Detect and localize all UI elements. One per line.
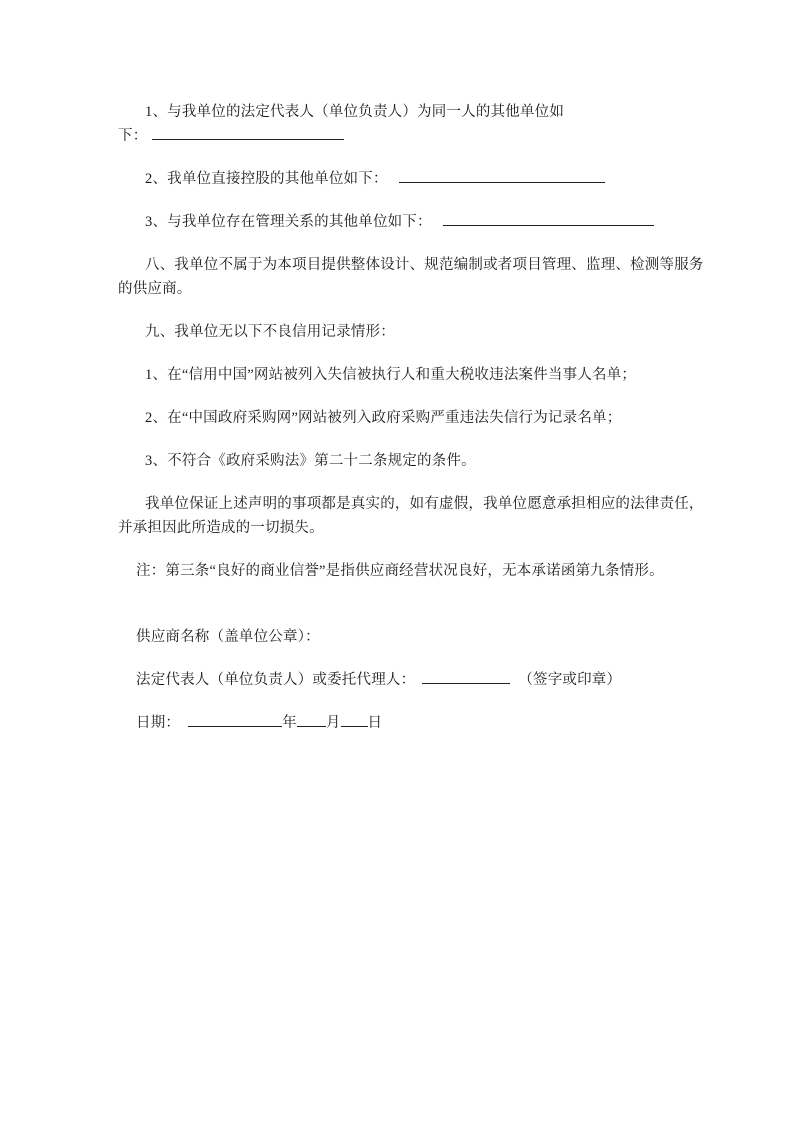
text-run: 1、在“信用中国”网站被列入失信被执行人和重大税收违法案件当事人名单； [145,367,637,383]
text-run: 法定代表人（单位负责人）或委托代理人： [136,672,416,688]
text-line [118,167,681,191]
text-run: 九、我单位无以下不良信用记录情形： [145,324,395,340]
text-run: 下： [118,128,148,144]
document-body [118,100,704,735]
credit-item-1-credit-china-list [118,363,681,387]
credit-item-2-ccgp-violation-list [118,406,681,430]
guarantee-statement [118,492,704,540]
text-run: 1、与我单位的法定代表人（单位负责人）为同一人的其他单位如 [145,104,565,120]
text-run: 供应商名称（盖单位公章）： [136,629,320,645]
fill-in-blank [399,170,605,183]
fill-in-blank [152,127,344,140]
text-line [118,711,681,735]
text-line [118,625,681,649]
text-run: 并承担因此所造成的一切损失。 [118,520,324,536]
fill-in-blank [443,213,654,226]
text-line [118,668,681,692]
text-run: 八、我单位不属于为本项目提供整体设计、规范编制或者项目管理、监理、检测等服务 [145,257,704,273]
text-run: 3、不符合《政府采购法》第二十二条规定的条件。 [145,453,476,469]
item-1-same-legal-representative [118,100,681,148]
text-run: 2、在“中国政府采购网”网站被列入政府采购严重违法失信行为记录名单； [145,410,622,426]
text-line [118,277,681,301]
text-line [118,516,681,540]
text-line [118,492,704,516]
supplier-name-seal-line [118,625,681,649]
note-good-business-reputation [118,559,681,583]
text-run: 年 [282,715,297,731]
item-2-directly-controlled-units [118,167,681,191]
fill-in-blank [188,714,282,727]
text-line [118,320,681,344]
fill-in-blank [341,714,368,727]
text-run: （签字或印章） [518,672,622,688]
text-line [118,559,681,583]
text-line [118,210,681,234]
text-line [118,100,681,124]
text-line [118,253,704,277]
text-run: 月 [325,715,341,731]
fill-in-blank [422,671,510,684]
clause-8-not-service-provider [118,253,704,301]
text-line [118,449,681,473]
text-run: 注：第三条“良好的商业信誉”是指供应商经营状况良好，无本承诺函第九条情形。 [136,563,664,579]
text-run: 3、与我单位存在管理关系的其他单位如下： [145,214,432,230]
fill-in-blank [297,714,326,727]
text-run: 2、我单位直接控股的其他单位如下： [145,171,388,187]
credit-item-3-procurement-law-article-22 [118,449,681,473]
clause-9-no-bad-credit-records [118,320,681,344]
text-run: 我单位保证上述声明的事项都是真实的，如有虚假，我单位愿意承担相应的法律责任， [145,496,704,512]
legal-representative-signature-line [118,668,681,692]
date-line [118,711,681,735]
text-run: 的供应商。 [118,281,192,297]
text-line [118,363,681,387]
item-3-management-relationship-units [118,210,681,234]
text-run: 日期： [136,715,181,731]
text-run: 日 [367,715,383,731]
text-line [118,406,681,430]
text-line [118,124,681,148]
